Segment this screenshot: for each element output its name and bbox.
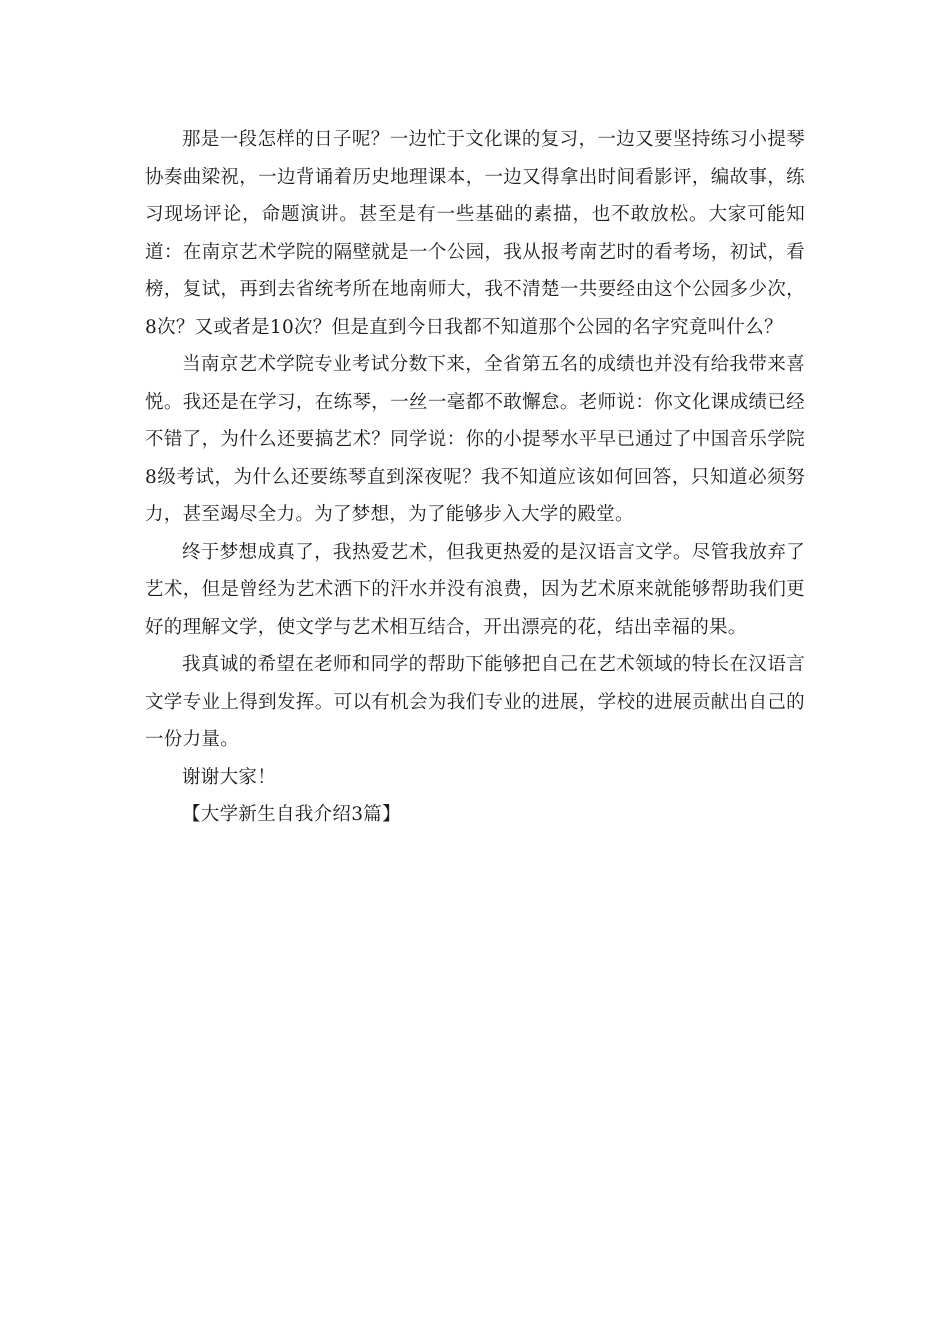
paragraph: 那是一段怎样的日子呢？一边忙于文化课的复习，一边又要坚持练习小提琴协奏曲梁祝，一边背诵着历史地理课本，一边又得拿出时间看影评，编故事，练习现场评论，命题演讲。甚至是有一些基础的素描，也不敢放松。大家可能知道：在南京艺术学院的隔壁就是一个公园，我从报考南艺时的看考场，初试，看榜，复试，再到去省统考所在地南师大，我不清楚一共要经由这个公园多少次，8次？又或者是10次？但是直到今日我都不知道那个公园的名字究竟叫什么？	[145, 129, 805, 338]
document-body	[145, 121, 805, 834]
paragraph: 当南京艺术学院专业考试分数下来，全省第五名的成绩也并没有给我带来喜悦。我还是在学习，在练琴，一丝一毫都不敢懈怠。老师说：你文化课成绩已经不错了，为什么还要搞艺术？同学说：你的小提琴水平早已通过了中国音乐学院8级考试，为什么还要练琴直到深夜呢？我不知道应该如何回答，只知道必须努力，甚至竭尽全力。为了梦想，为了能够步入大学的殿堂。	[145, 354, 805, 525]
paragraph: 我真诚的希望在老师和同学的帮助下能够把自己在艺术领域的特长在汉语言文学专业上得到发挥。可以有机会为我们专业的进展，学校的进展贡献出自己的一份力量。	[145, 654, 805, 750]
footer-title: 【大学新生自我介绍3篇】	[182, 804, 401, 825]
closing-line: 谢谢大家！	[182, 766, 277, 788]
paragraph: 终于梦想成真了，我热爱艺术，但我更热爱的是汉语言文学。尽管我放弃了艺术，但是曾经为艺术洒下的汗水并没有浪费，因为艺术原来就能够帮助我们更好的理解文学，使文学与艺术相互结合，开出漂亮的花，结出幸福的果。	[145, 541, 805, 638]
